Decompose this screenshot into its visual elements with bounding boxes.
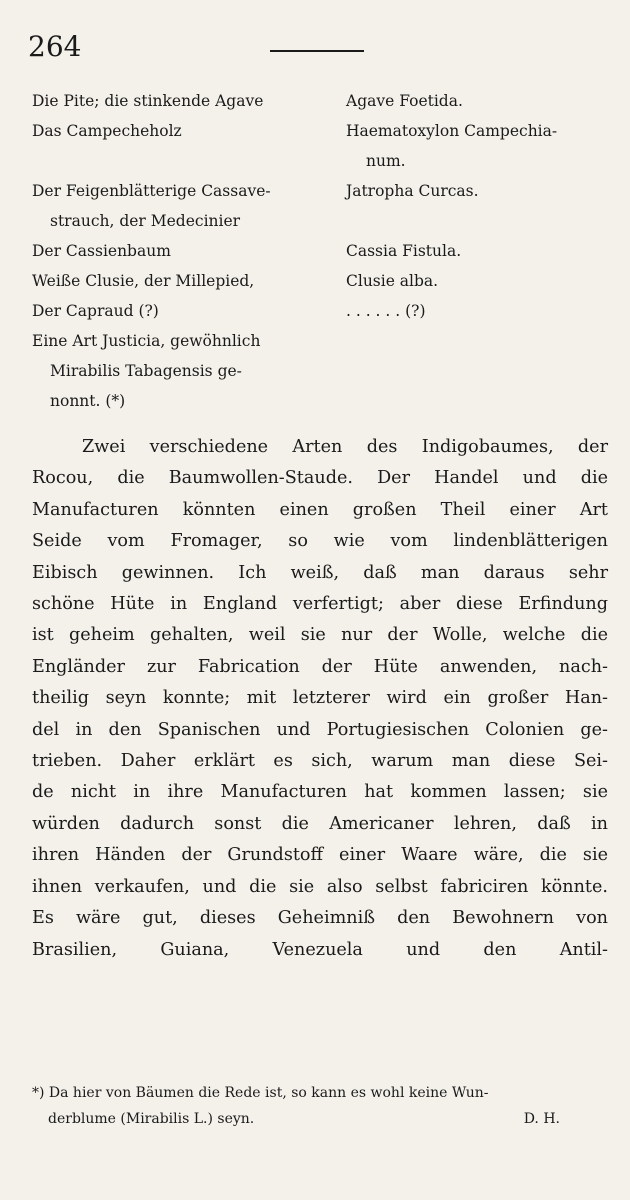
plant-latin-name	[346, 236, 626, 266]
plant-german-line: Weiße Clusie, der Millepied,	[32, 272, 255, 290]
plant-latin-line: Cassia Fistula.	[346, 242, 462, 260]
plant-german-name	[32, 236, 324, 266]
plant-german-line: Der Capraud (?)	[32, 302, 159, 320]
body-line: Manufacturen könnten einen großen Theil einer Art	[32, 499, 608, 520]
plant-latin-line: num.	[366, 152, 406, 170]
plant-german-line: Die Pite; die stinkende Agave	[32, 92, 264, 110]
plant-latin-line: . . . . . . (?)	[346, 302, 426, 320]
page-number: 264	[28, 30, 82, 63]
plant-latin-line: Haematoxylon Campechia-	[346, 122, 558, 140]
plant-german-name	[32, 176, 324, 236]
plant-entry	[32, 266, 612, 296]
plant-german-line: Mirabilis Tabagensis ge-	[50, 362, 242, 380]
plant-latin-line: Jatropha Curcas.	[346, 182, 479, 200]
body-line: Brasilien, Guiana, Venezuela und den Antil-	[32, 939, 608, 960]
header-rule	[270, 50, 364, 52]
plant-german-line: nonnt. (*)	[50, 392, 126, 410]
body-line: theilig seyn konnte; mit letzterer wird ein großer Han-	[32, 688, 608, 709]
plant-latin-name	[346, 176, 626, 206]
body-line: del in den Spanischen und Portugiesischen Colonien ge-	[32, 719, 608, 740]
body-line: würden dadurch sonst die Americaner lehren, daß in	[32, 813, 608, 834]
plant-german-name	[32, 86, 324, 116]
plant-german-name	[32, 116, 324, 146]
body-line: Rocou, die Baumwollen-Staude. Der Handel und die	[32, 468, 608, 489]
plant-german-line: Eine Art Justicia, gewöhnlich	[32, 332, 261, 350]
plant-german-line: Der Feigenblätterige Cassave-	[32, 182, 271, 200]
plant-entry	[32, 176, 612, 236]
footnote	[32, 1080, 608, 1132]
footnote-signature: D. H.	[523, 1111, 560, 1127]
plant-latin-line: Agave Foetida.	[346, 92, 463, 110]
plant-entry	[32, 236, 612, 266]
plant-latin-line: Clusie alba.	[346, 272, 439, 290]
plant-latin-name	[346, 296, 626, 326]
body-line: Es wäre gut, dieses Geheimniß den Bewohnern von	[32, 908, 608, 929]
plant-latin-name	[346, 116, 626, 176]
body-line: ihren Händen der Grundstoff einer Waare wäre, die sie	[32, 845, 608, 866]
body-line: Zwei verschiedene Arten des Indigobaumes, der	[82, 437, 608, 457]
plant-german-name	[32, 296, 324, 326]
plant-latin-name	[346, 86, 626, 116]
body-paragraph	[32, 432, 608, 966]
plant-german-line: strauch, der Medecinier	[50, 212, 241, 230]
body-line: schöne Hüte in England verfertigt; aber diese Erfindung	[32, 594, 608, 615]
plant-german-name	[32, 326, 324, 416]
footnote-line: *) Da hier von Bäumen die Rede ist, so kann es wohl keine Wun-	[32, 1085, 489, 1101]
plant-german-name	[32, 266, 324, 296]
body-line: Engländer zur Fabrication der Hüte anwenden, nach-	[32, 656, 608, 677]
plant-latin-name	[346, 266, 626, 296]
body-line: de nicht in ihre Manufacturen hat kommen lassen; sie	[32, 782, 608, 803]
footnote-line: derblume (Mirabilis L.) seyn.	[48, 1111, 255, 1127]
plant-entry	[32, 326, 612, 416]
body-line: Eibisch gewinnen. Ich weiß, daß man daraus sehr	[32, 562, 608, 583]
body-line: trieben. Daher erklärt es sich, warum man diese Sei-	[32, 751, 608, 772]
page-header	[28, 30, 602, 70]
plant-entry	[32, 116, 612, 176]
body-line: Seide vom Fromager, so wie vom lindenblätterigen	[32, 531, 608, 552]
body-line: ist geheim gehalten, weil sie nur der Wolle, welche die	[32, 625, 608, 646]
plant-entry	[32, 296, 612, 326]
plant-entry	[32, 86, 612, 116]
body-line: ihnen verkaufen, und die sie also selbst fabriciren könnte.	[32, 876, 608, 897]
plant-german-line: Das Campecheholz	[32, 122, 182, 140]
plant-german-line: Der Cassienbaum	[32, 242, 171, 260]
